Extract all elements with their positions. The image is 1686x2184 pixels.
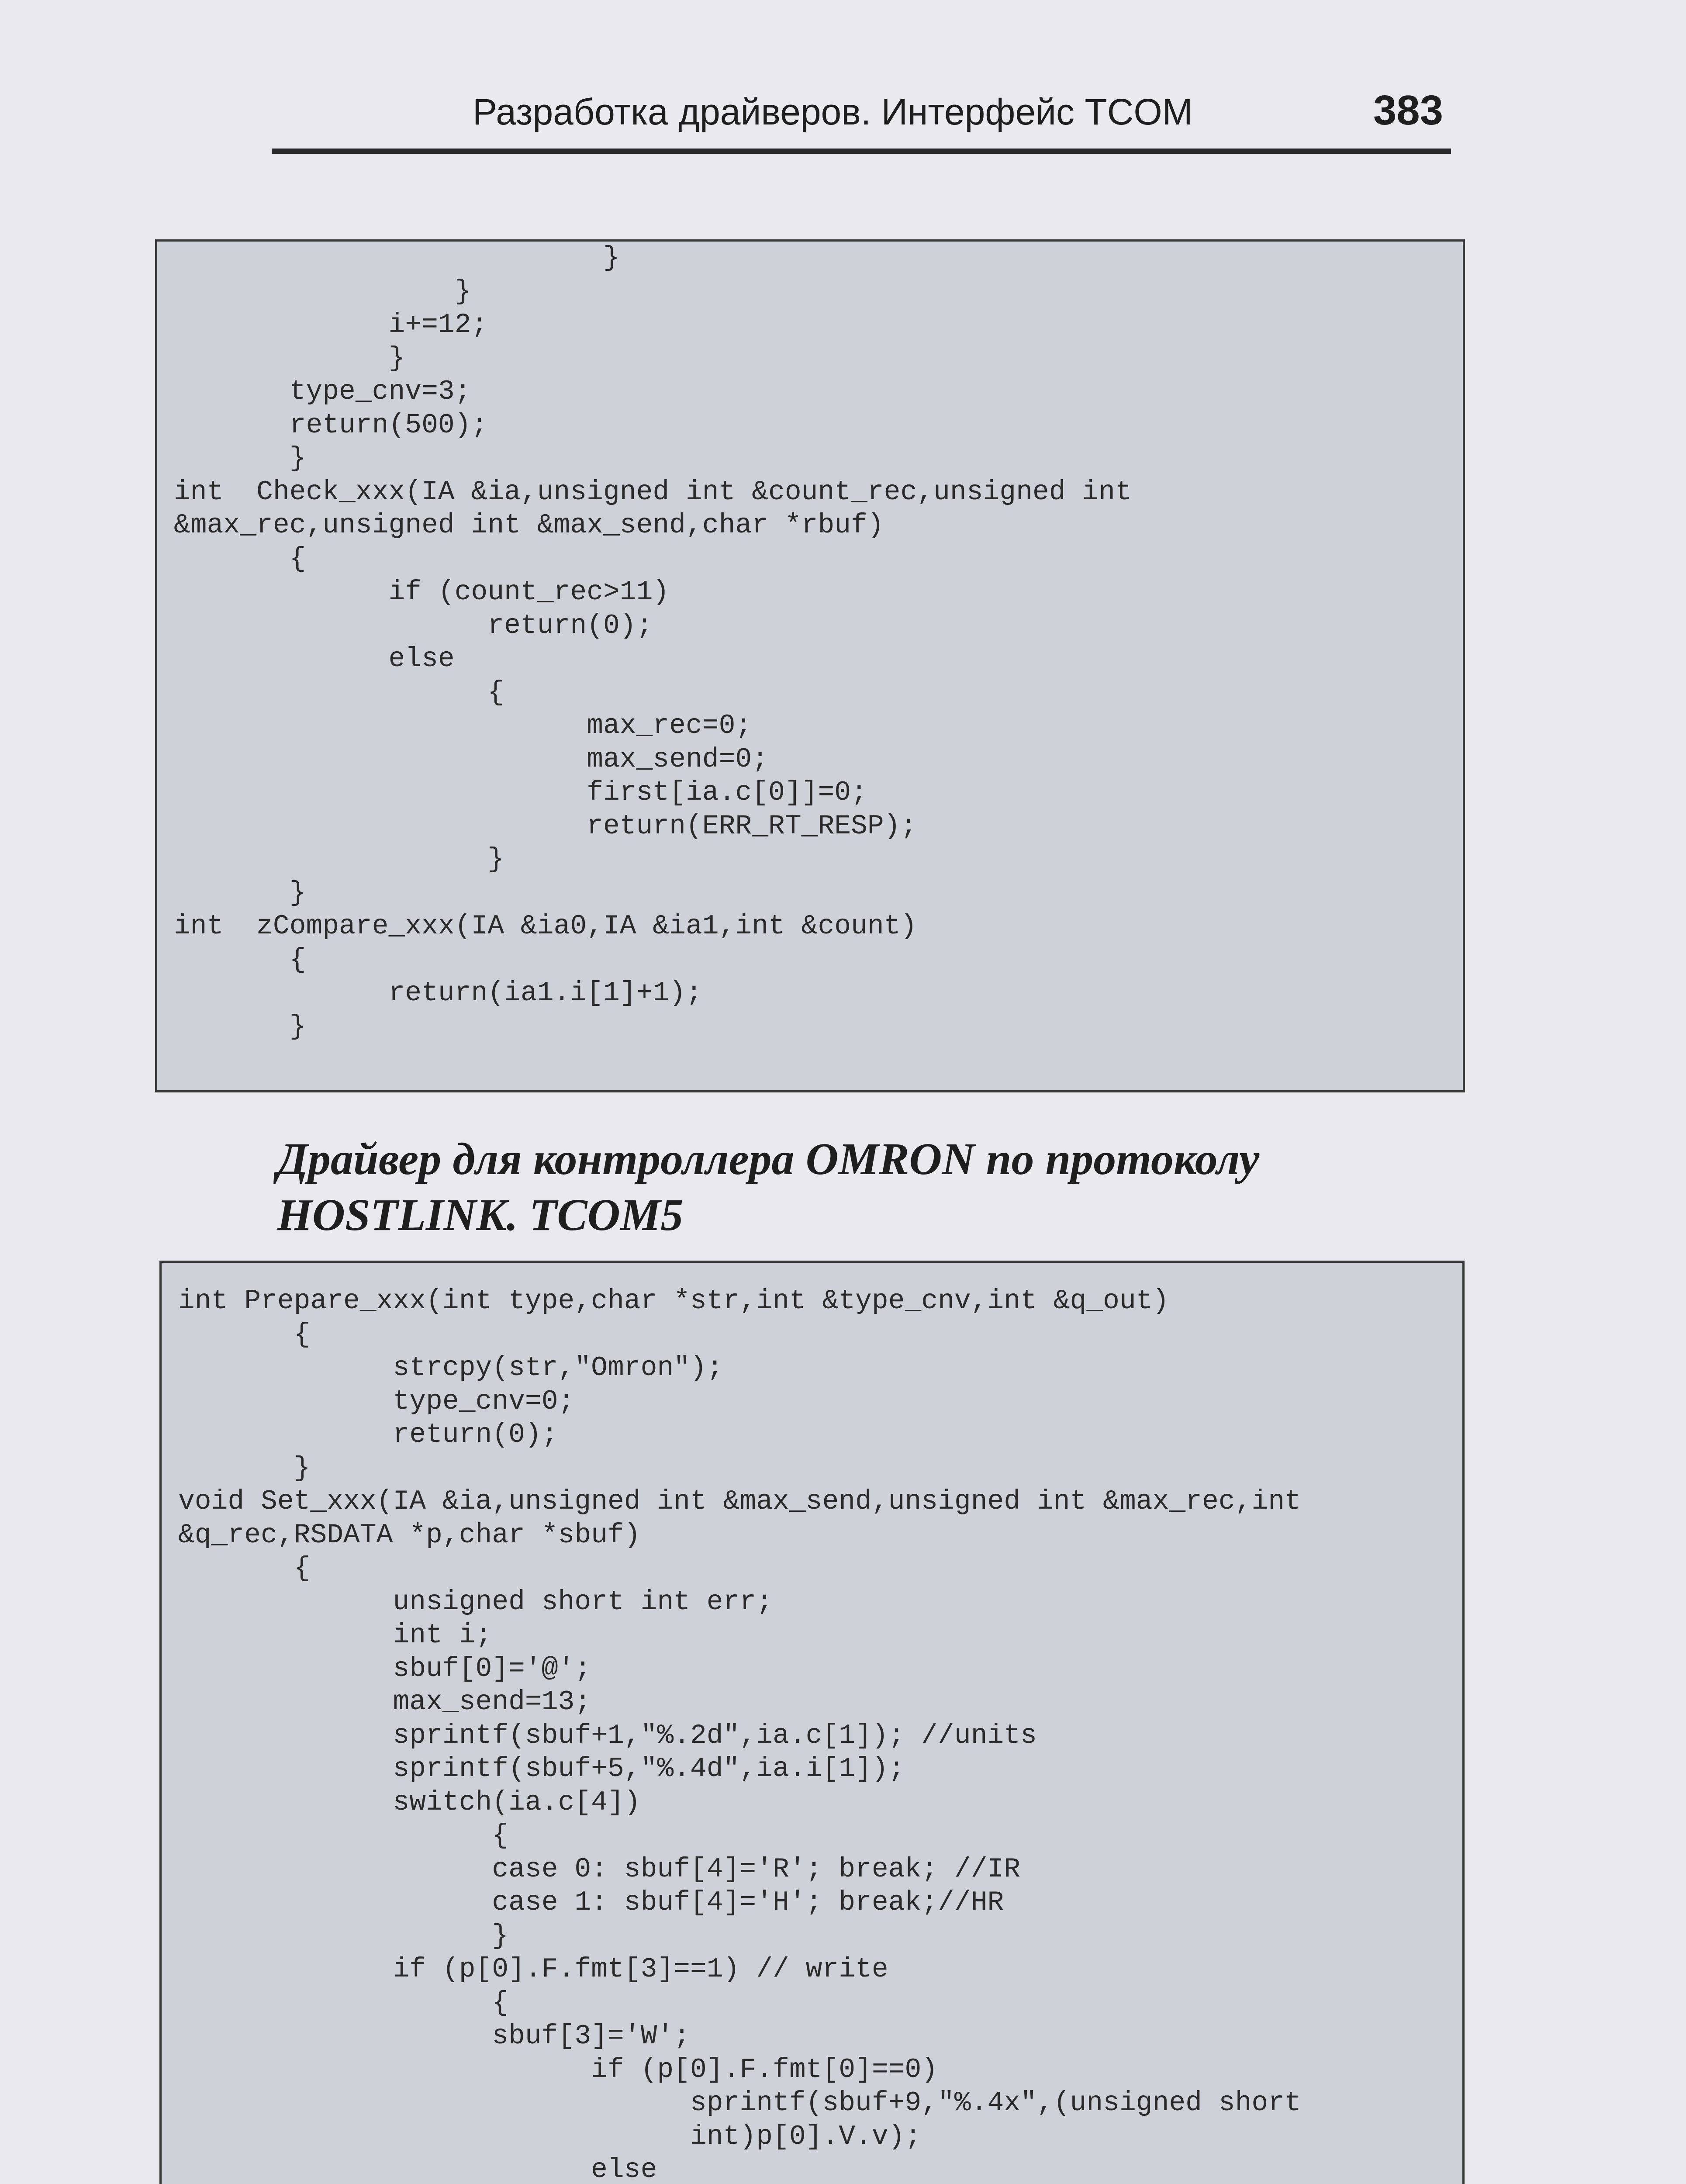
running-header-title: Разработка драйверов. Интерфейс TCOM [473, 91, 1193, 132]
code-text: int Prepare_xxx(int type,char *str,int &type_cnv,int &q_out) { strcpy(str,"Omron"); type_cnv=0; return(0); } void Set_xxx(IA &ia,unsigned int &max_send,unsigned int &max_rec,int &q_rec,RSDATA *p,char *sbuf) { unsigned short int err; int i; sbuf[0]='@'; max_send=13; sprintf(sbuf+1,"%.2d",ia.c[1]); //units sprintf(sbuf+5,"%.4d",ia.i[1]); switch(ia.c[4]) { case 0: sbuf[4]='R'; break; //IR case 1: sbuf[4]='H'; break;//HR } if (p[0].F.fmt[3]==1) // write { sbuf[3]='W'; if (p[0].F.fmt[0]==0) sprintf(sbuf+9,"%.4x",(unsigned short int)p[0].V.v); else [178, 1286, 1301, 2184]
page-number: 383 [1373, 87, 1443, 134]
code-text: } } i+=12; } type_cnv=3; return(500); } int Check_xxx(IA &ia,unsigned int &count_rec,unsigned int &max_rec,unsigned int &max_send,char *rbuf) { if (count_rec>11) return(0); else { max_rec=0; max_send=0; first[ia.c[0]]=0; return(ERR_RT_RESP); } } int zCompare_xxx(IA &ia0,IA &ia1,int &count) { return(ia1.i[1]+1); } [174, 242, 1132, 1042]
section-heading: Драйвер для контроллера OMRON по протоколу HOSTLINK. TCOM5 [277, 1134, 1260, 1240]
code-listing-omron-driver [159, 1261, 1465, 2184]
page-header [272, 83, 1451, 154]
code-listing-check-compare [155, 239, 1465, 1092]
